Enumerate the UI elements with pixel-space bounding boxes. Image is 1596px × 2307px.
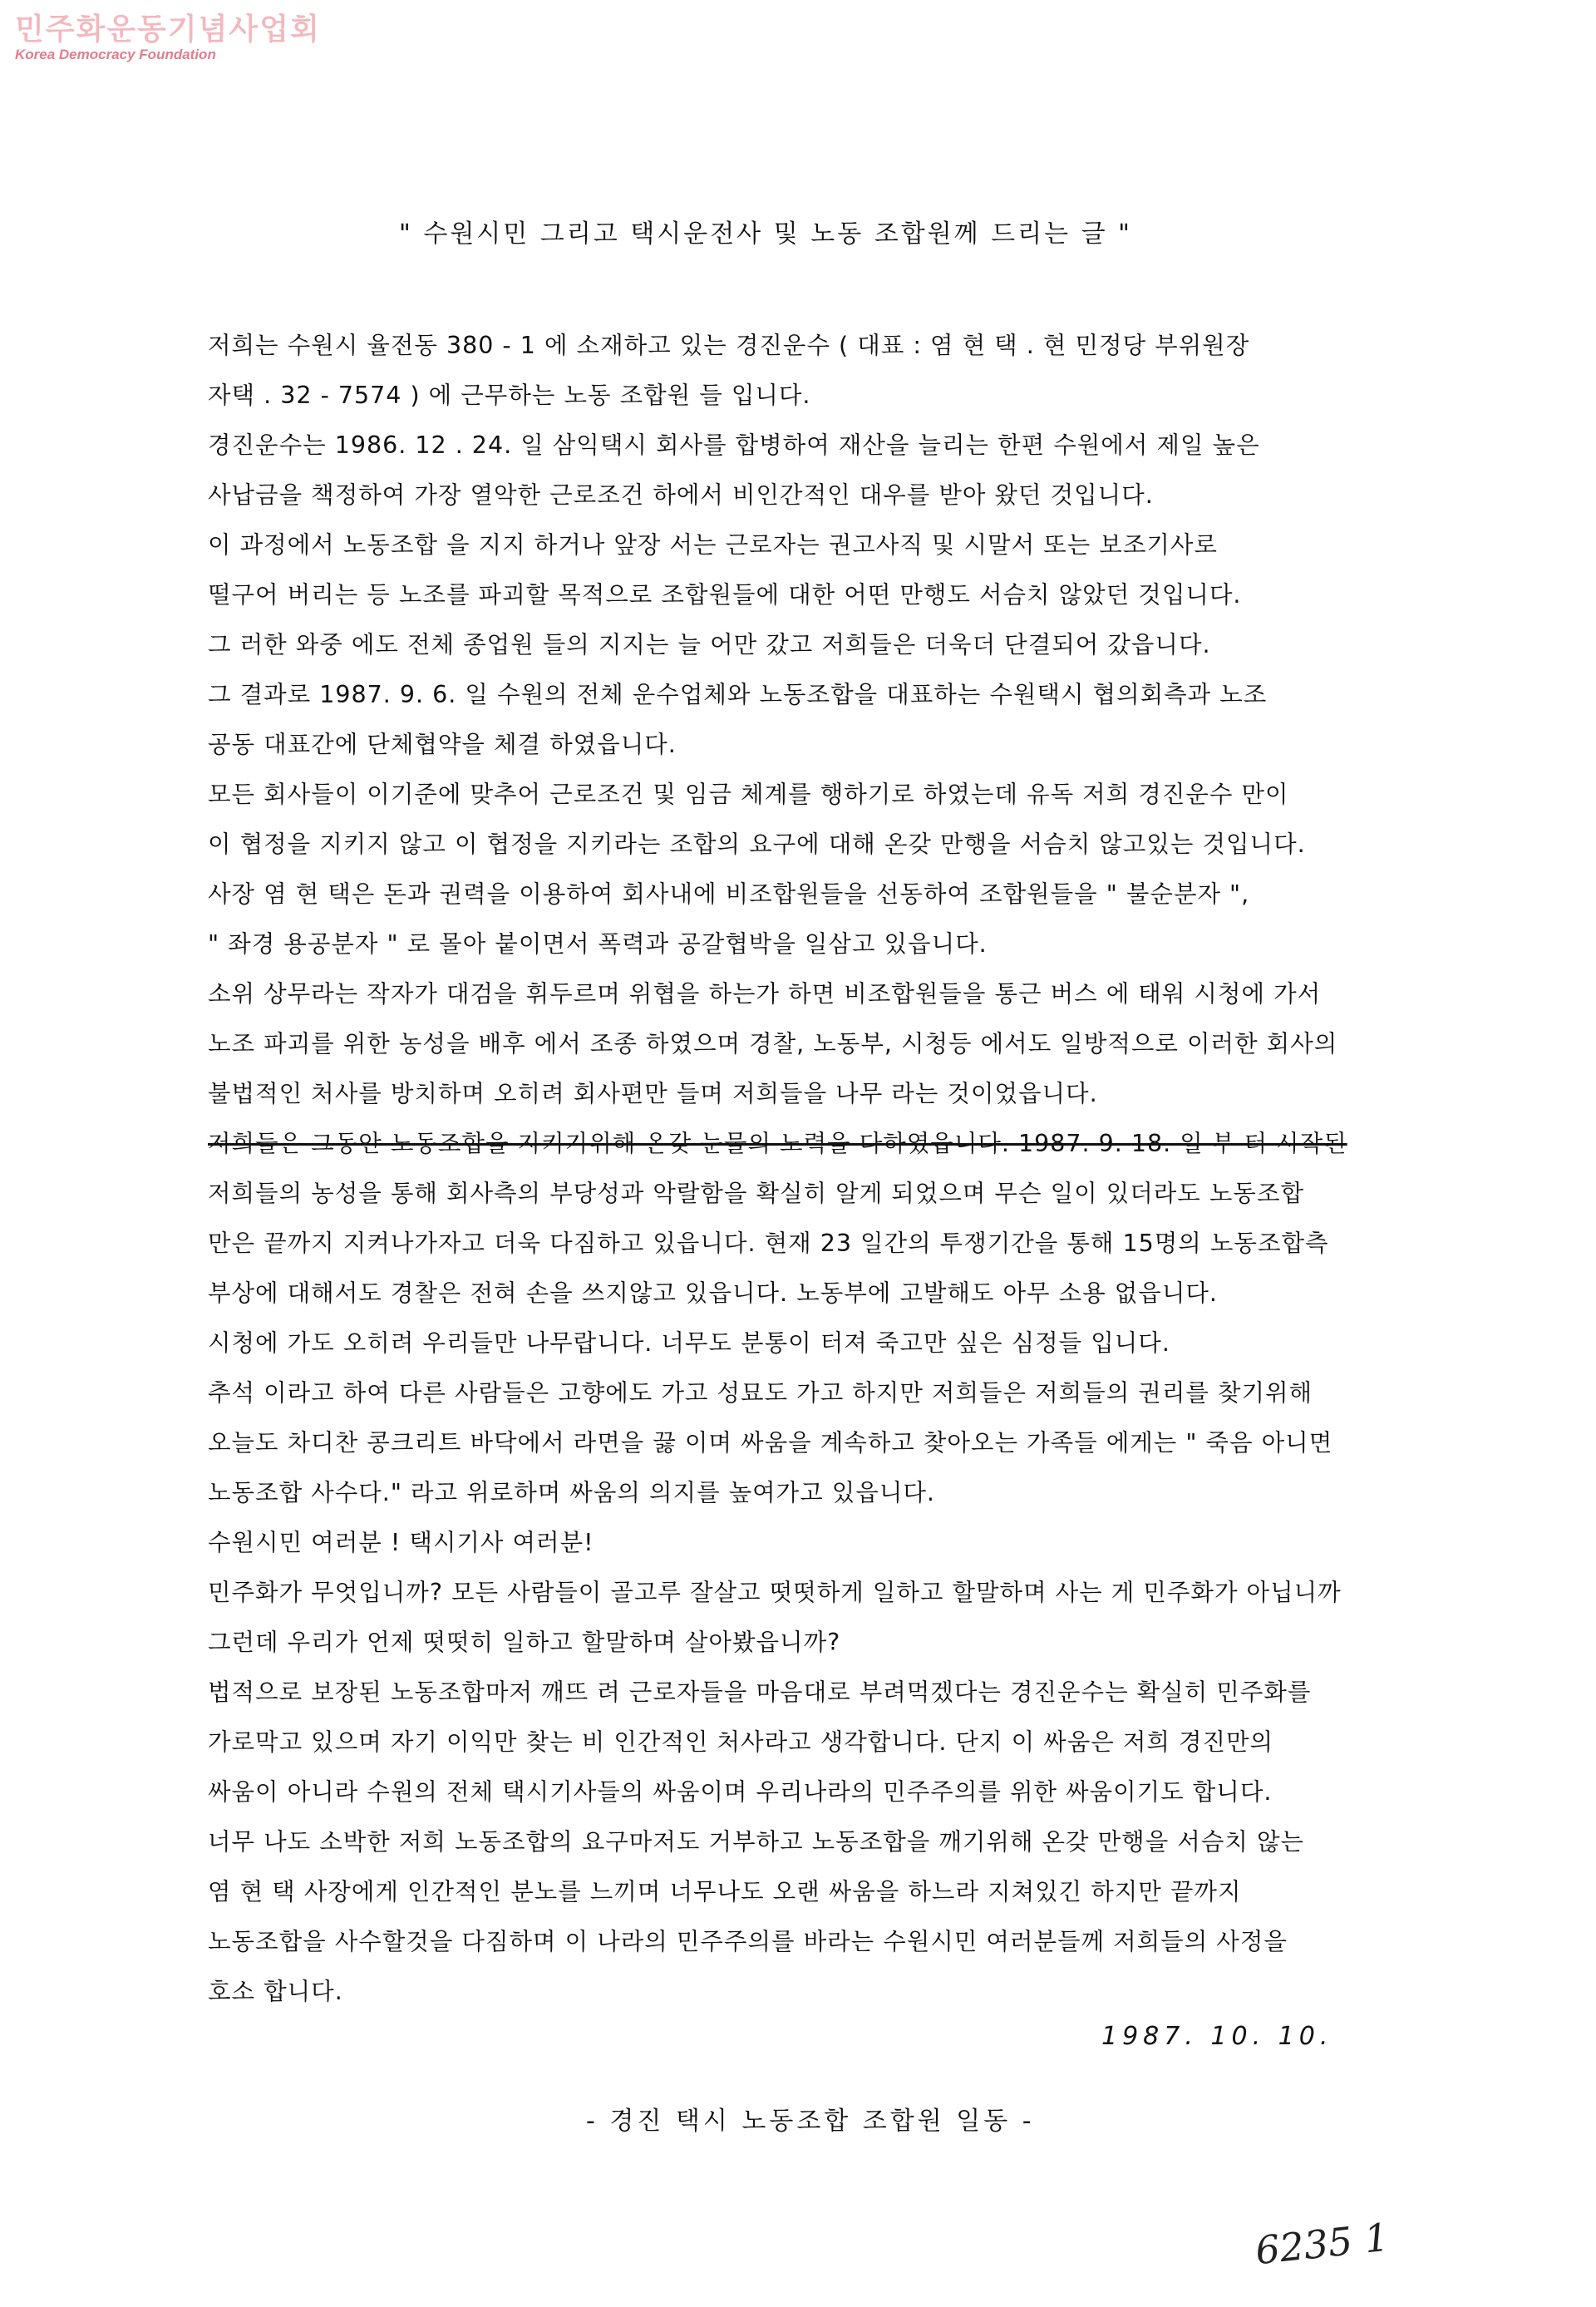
- foundation-watermark: [15, 12, 321, 63]
- body-line: 부상에 대해서도 경찰은 전혀 손을 쓰지않고 있읍니다. 노동부에 고발해도 아무 소용 없읍니다.: [208, 1279, 1218, 1307]
- body-line: 사납금을 책정하여 가장 열악한 근로조건 하에서 비인간적인 대우를 받아 왔던 것입니다.: [208, 481, 1154, 509]
- body-line: 경진운수는 1986. 12 . 24. 일 삼익택시 회사를 합병하여 재산을 늘리는 한편 수원에서 제일 높은: [208, 431, 1260, 459]
- body-line: 이 과정에서 노동조합 을 지지 하거나 앞장 서는 근로자는 권고사직 및 시말서 또는 보조기사로: [208, 531, 1218, 559]
- body-line: 가로막고 있으며 자기 이익만 찾는 비 인간적인 처사라고 생각합니다. 단지 이 싸움은 저희 경진만의: [208, 1728, 1274, 1756]
- body-line: 법적으로 보장된 노동조합마저 깨뜨 려 근로자들을 마음대로 부려먹겠다는 경진운수는 확실히 민주화를: [208, 1678, 1312, 1706]
- body-line: 노동조합 사수다." 라고 위로하며 싸움의 의지를 높여가고 있읍니다.: [208, 1479, 935, 1506]
- body-line: 추석 이라고 하여 다른 사람들은 고향에도 가고 성묘도 가고 하지만 저희들은 저희들의 권리를 찾기위해: [208, 1379, 1313, 1407]
- body-line: 시청에 가도 오히려 우리들만 나무랍니다. 너무도 분통이 터져 죽고만 싶은 심정들 입니다.: [208, 1329, 1170, 1357]
- body-line: 만은 끝까지 지켜나가자고 더욱 다짐하고 있읍니다. 현재 23 일간의 투쟁기간을 통해 15명의 노동조합측: [208, 1230, 1329, 1257]
- body-line: 그 러한 와중 에도 전체 종업원 들의 지지는 늘 어만 갔고 저희들은 더욱더 단결되어 갔읍니다.: [208, 631, 1211, 658]
- body-line: 이 협정을 지키지 않고 이 협정을 지키라는 조합의 요구에 대해 온갖 만행을 서슴치 않고있는 것입니다.: [208, 831, 1306, 858]
- body-line-struck: 저희들은 그동안 노동조합을 지키기위해 온갖 눈물의 노력을 다하였읍니다. 1987. 9. 18. 일 부 터 시작된: [208, 1130, 1347, 1157]
- body-line: 저희는 수원시 율전동 380 - 1 에 소재하고 있는 경진운수 ( 대표 : 염 현 택 . 현 민정당 부위원장: [208, 332, 1250, 359]
- document-title: " 수원시민 그리고 택시운전사 및 노동 조합원께 드리는 글 ": [399, 219, 1132, 249]
- body-line: 떨구어 버리는 등 노조를 파괴할 목적으로 조합원들에 대한 어떤 만행도 서슴치 않았던 것입니다.: [208, 581, 1242, 609]
- archive-number: 6235 1: [1253, 2214, 1392, 2274]
- watermark-subtitle: Korea Democracy Foundation: [15, 47, 216, 62]
- document-signature: - 경진 택시 노동조합 조합원 일동 -: [586, 2107, 1035, 2136]
- body-line: 소위 상무라는 작자가 대검을 휘두르며 위협을 하는가 하면 비조합원들을 통근 버스 에 태워 시청에 가서: [208, 980, 1322, 1008]
- body-line: 수원시민 여러분 ! 택시기사 여러분!: [208, 1529, 594, 1556]
- body-line: 불법적인 처사를 방치하며 오히려 회사편만 들며 저희들을 나무 라는 것이었읍니다.: [208, 1080, 1098, 1107]
- body-line: 그 결과로 1987. 9. 6. 일 수원의 전체 운수업체와 노동조합을 대표하는 수원택시 협의회측과 노조: [208, 681, 1268, 708]
- body-line: 저희들의 농성을 통해 회사측의 부당성과 악랄함을 확실히 알게 되었으며 무슨 일이 있더라도 노동조합: [208, 1180, 1305, 1207]
- document-date: 1987. 10. 10.: [1101, 2022, 1333, 2051]
- body-line: 노동조합을 사수할것을 다짐하며 이 나라의 민주주의를 바라는 수원시민 여러분들께 저희들의 사정을: [208, 1928, 1288, 1955]
- body-line: 오늘도 차디찬 콩크리트 바닥에서 라면을 끓 이며 싸움을 계속하고 찾아오는 가족들 에게는 " 죽음 아니면: [208, 1429, 1333, 1457]
- watermark-title: 민주화운동기념사업회: [15, 12, 321, 47]
- body-line: 그런데 우리가 언제 떳떳히 일하고 할말하며 살아봤읍니까?: [208, 1629, 841, 1656]
- body-line: 너무 나도 소박한 저희 노동조합의 요구마저도 거부하고 노동조합을 깨기위해 온갖 만행을 서슴치 않는: [208, 1828, 1305, 1856]
- body-line: 염 현 택 사장에게 인간적인 분노를 느끼며 너무나도 오랜 싸움을 하느라 지쳐있긴 하지만 끝까지: [208, 1878, 1242, 1905]
- body-line: 노조 파괴를 위한 농성을 배후 에서 조종 하였으며 경찰, 노동부, 시청등 에서도 일방적으로 이러한 회사의: [208, 1030, 1338, 1057]
- body-line: " 좌경 용공분자 " 로 몰아 붙이면서 폭력과 공갈협박을 일삼고 있읍니다.: [208, 930, 988, 958]
- body-line: 민주화가 무엇입니까? 모든 사람들이 골고루 잘살고 떳떳하게 일하고 할말하며 사는 게 민주화가 아닙니까: [208, 1579, 1342, 1606]
- body-line: 자택 . 32 - 7574 ) 에 근무하는 노동 조합원 들 입니다.: [208, 382, 811, 409]
- body-line: 사장 염 현 택은 돈과 권력을 이용하여 회사내에 비조합원들을 선동하여 조합원들을 " 불순분자 ",: [208, 880, 1250, 908]
- body-line: 공동 대표간에 단체협약을 체결 하였읍니다.: [208, 731, 677, 758]
- body-line: 싸움이 아니라 수원의 전체 택시기사들의 싸움이며 우리나라의 민주주의를 위한 싸움이기도 합니다.: [208, 1778, 1273, 1806]
- document-body: [208, 321, 1455, 2017]
- body-line: 호소 합니다.: [208, 1978, 343, 2005]
- body-line: 모든 회사들이 이기준에 맞추어 근로조건 및 임금 체계를 행하기로 하였는데 유독 저희 경진운수 만이: [208, 781, 1289, 808]
